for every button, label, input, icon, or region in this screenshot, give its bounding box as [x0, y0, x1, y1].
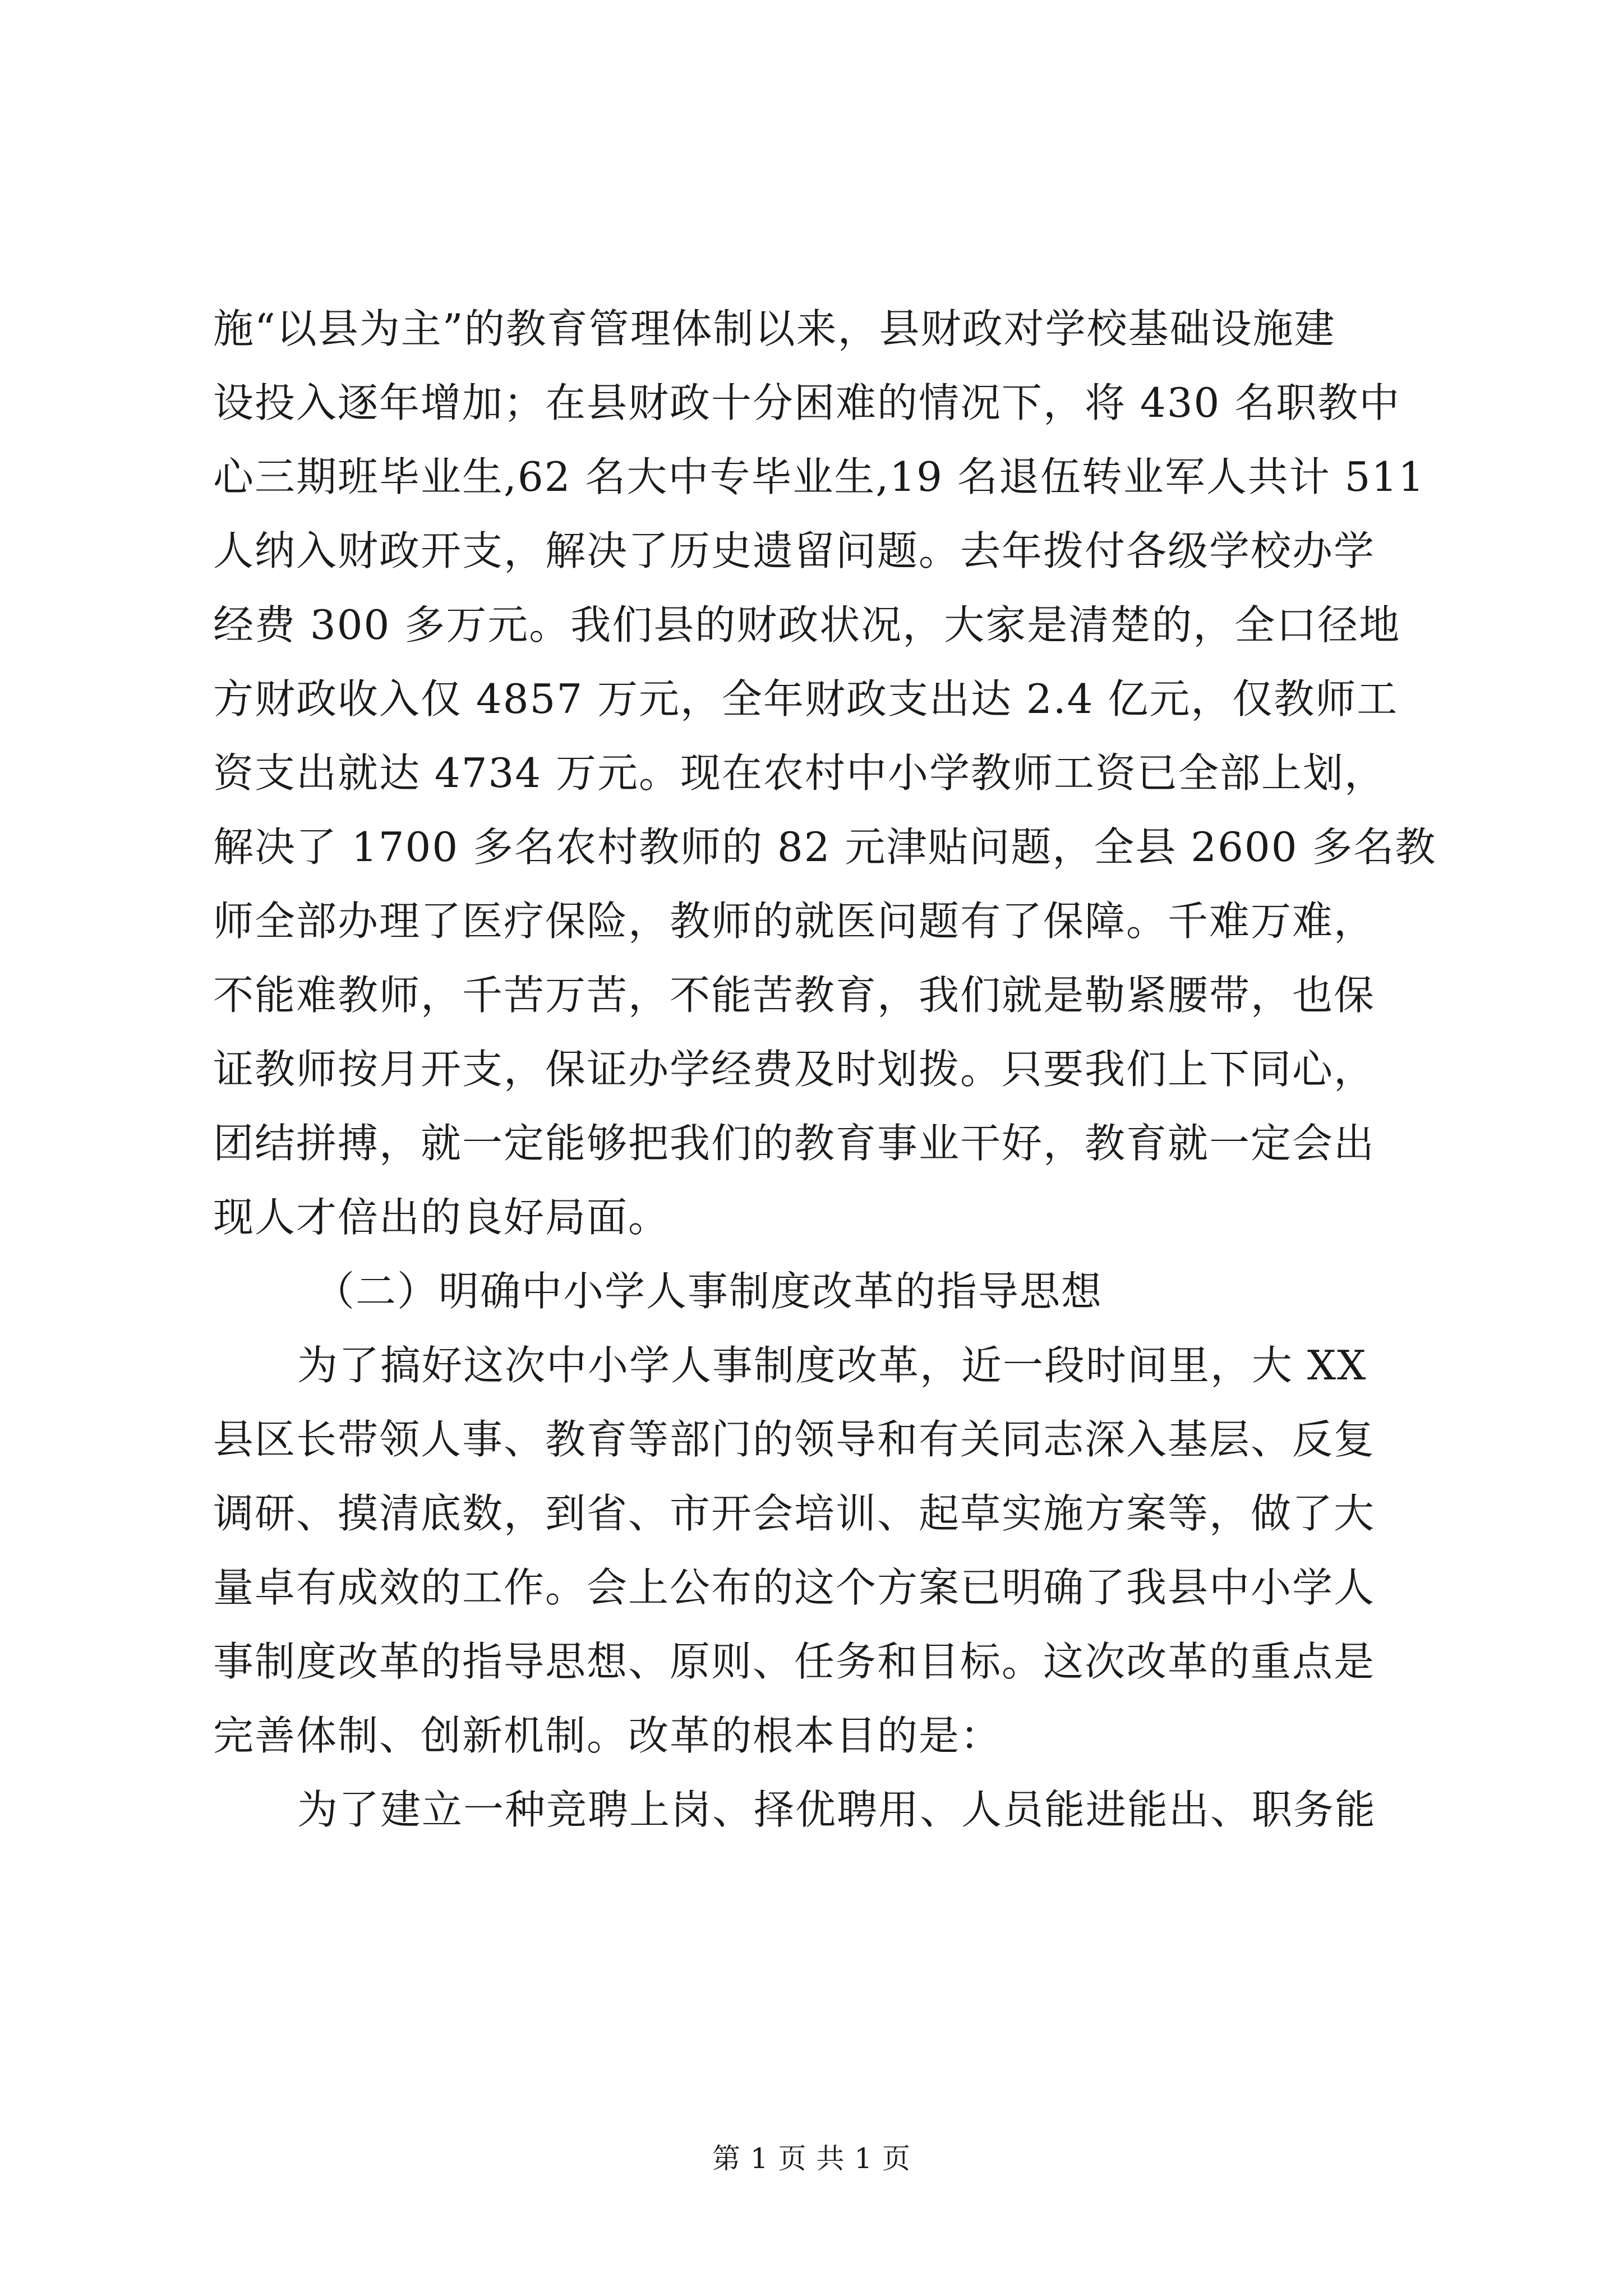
paragraph-first-line: 为了搞好这次中小学人事制度改革，近一段时间里，大 XX	[297, 1342, 1367, 1389]
text-line: 解决了 1700 多名农村教师的 82 元津贴问题，全县 2600 多名教	[213, 823, 1437, 871]
text-line: 人纳入财政开支，解决了历史遗留问题。去年拨付各级学校办学	[213, 527, 1376, 574]
text-line: 证教师按月开支，保证办学经费及时划拨。只要我们上下同心，	[213, 1046, 1376, 1093]
document-body	[213, 292, 1437, 1847]
text-line: 心三期班毕业生,62 名大中专毕业生,19 名退伍转业军人共计 511	[213, 453, 1426, 500]
section-heading: （二）明确中小学人事制度改革的指导思想	[314, 1268, 1103, 1315]
text-line: 事制度改革的指导思想、原则、任务和目标。这次改革的重点是	[213, 1638, 1376, 1685]
text-line: 县区长带领人事、教育等部门的领导和有关同志深入基层、反复	[213, 1416, 1376, 1463]
text-line: 不能难教师，千苦万苦，不能苦教育，我们就是勒紧腰带，也保	[213, 972, 1376, 1019]
text-line: 完善体制、创新机制。改革的根本目的是：	[213, 1712, 1002, 1759]
text-line: 方财政收入仅 4857 万元，全年财政支出达 2.4 亿元，仅教师工	[213, 675, 1399, 723]
text-line: 量卓有成效的工作。会上公布的这个方案已明确了我县中小学人	[213, 1564, 1376, 1611]
text-line: 设投入逐年增加；在县财政十分困难的情况下，将 430 名职教中	[213, 379, 1401, 426]
text-line: 师全部办理了医疗保险，教师的就医问题有了保障。千难万难，	[213, 898, 1376, 945]
text-line: 资支出就达 4734 万元。现在农村中小学教师工资已全部上划，	[213, 749, 1386, 797]
text-line: 经费 300 多万元。我们县的财政状况，大家是清楚的，全口径地	[213, 601, 1401, 648]
text-line: 团结拼搏，就一定能够把我们的教育事业干好，教育就一定会出	[213, 1120, 1376, 1167]
paragraph-first-line: 为了建立一种竞聘上岗、择优聘用、人员能进能出、职务能	[297, 1786, 1377, 1833]
text-line: 现人才倍出的良好局面。	[213, 1194, 670, 1241]
text-line: 调研、摸清底数，到省、市开会培训、起草实施方案等，做了大	[213, 1490, 1376, 1537]
page-footer: 第 1 页 共 1 页	[712, 2142, 911, 2175]
text-line: 施“以县为主”的教育管理体制以来，县财政对学校基础设施建	[213, 305, 1336, 352]
